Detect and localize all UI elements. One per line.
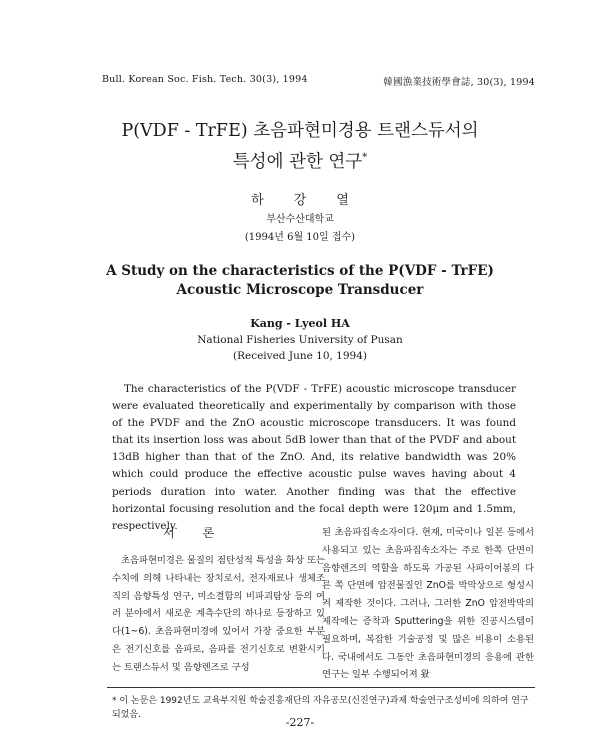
korean-received-date: (1994년 6월 10일 접수): [244, 232, 356, 243]
korean-title-line2: [0, 144, 600, 176]
english-received-date: (Received June 10, 1994): [232, 350, 367, 362]
journal-header-korean: 韓國漁業技術學會誌, 30(3), 1994: [383, 77, 535, 88]
english-author: Kang - Lyeol HA: [250, 317, 350, 330]
body-column-right: [322, 524, 534, 684]
abstract-text: The characteristics of the P(VDF - TrFE) acoustic microscope transducer were evaluated theoretically and experimentally by comparison with those of the PVDF and the ZnO acoustic microscope transducers. It was found that its insertion loss was about 5dB lower than that of the PVDF and about 13dB higher than that of the ZnO. And, its relative bandwidth was 20% which could produce the effective acoustic pulse waves having about 4 periods duration into water. Another finding was that the effective horizontal focusing resolution and the focal depth were 120μm and 1.5mm, respectively.: [112, 383, 516, 532]
intro-paragraph-left: 초음파현미경은 물질의 점탄성적 특성을 화상 또는 수치에 의해 나타내는 장치로서, 전자재료나 생체조직의 음향특성 연구, 미소결함의 비파괴탐상 등의 여러 분야에서 새로운 계측수단의 하나로 등장하고 있다(1~6). 초음파현미경에 있어서 가장 중요한 부분은 전기신호를 음파로, 음파를 전기신호로 변환시키는 트랜스듀서 및 음향렌즈로 구성: [112, 555, 325, 673]
title-footnote-mark: *: [362, 152, 368, 163]
english-title-line1: A Study on the characteristics of the P(VDF - TrFE): [106, 263, 494, 279]
korean-author: 하강열: [251, 193, 379, 208]
body-column-left: [112, 552, 325, 677]
journal-header-english: Bull. Korean Soc. Fish. Tech. 30(3), 1994: [102, 74, 308, 85]
english-title-line2: Acoustic Microscope Transducer: [176, 282, 424, 298]
page-number: -227-: [285, 716, 315, 729]
footnote: * 이 논문은 1992년도 교육부지원 학술진흥재단의 자유공모(신진연구)과제 학술연구조성비에 의하여 연구되었음.: [112, 696, 529, 720]
section-heading-introduction: 서론: [163, 526, 243, 540]
korean-affiliation: 부산수산대학교: [266, 214, 334, 225]
korean-title-text: 특성에 관한 연구: [232, 151, 363, 172]
footnote-divider: [107, 687, 535, 688]
korean-title-line1: P(VDF - TrFE) 초음파현미경용 트랜스듀서의: [121, 121, 479, 141]
intro-paragraph-right: 된 초음파집속소자이다. 현재, 미국이나 일본 등에서 사용되고 있는 초음파집속소자는 주로 한쪽 단면이 음향렌즈의 역할을 하도록 가공된 사파이어봉의 다른 쪽 단면에 압전물질인 ZnO를 박막상으로 형성시켜 제작한 것이다. 그러나, 그러한 ZnO 압전박막의 제작에는 증착과 Sputtering을 위한 진공시스템이 필요하며, 복잡한 기술공정 및 많은 비용이 소용된다. 국내에서도 그동안 초음파현미경의 응용에 관한 연구는 일부 수행되어져 왔: [322, 527, 534, 681]
abstract: [112, 381, 516, 535]
english-affiliation: National Fisheries University of Pusan: [197, 334, 403, 346]
